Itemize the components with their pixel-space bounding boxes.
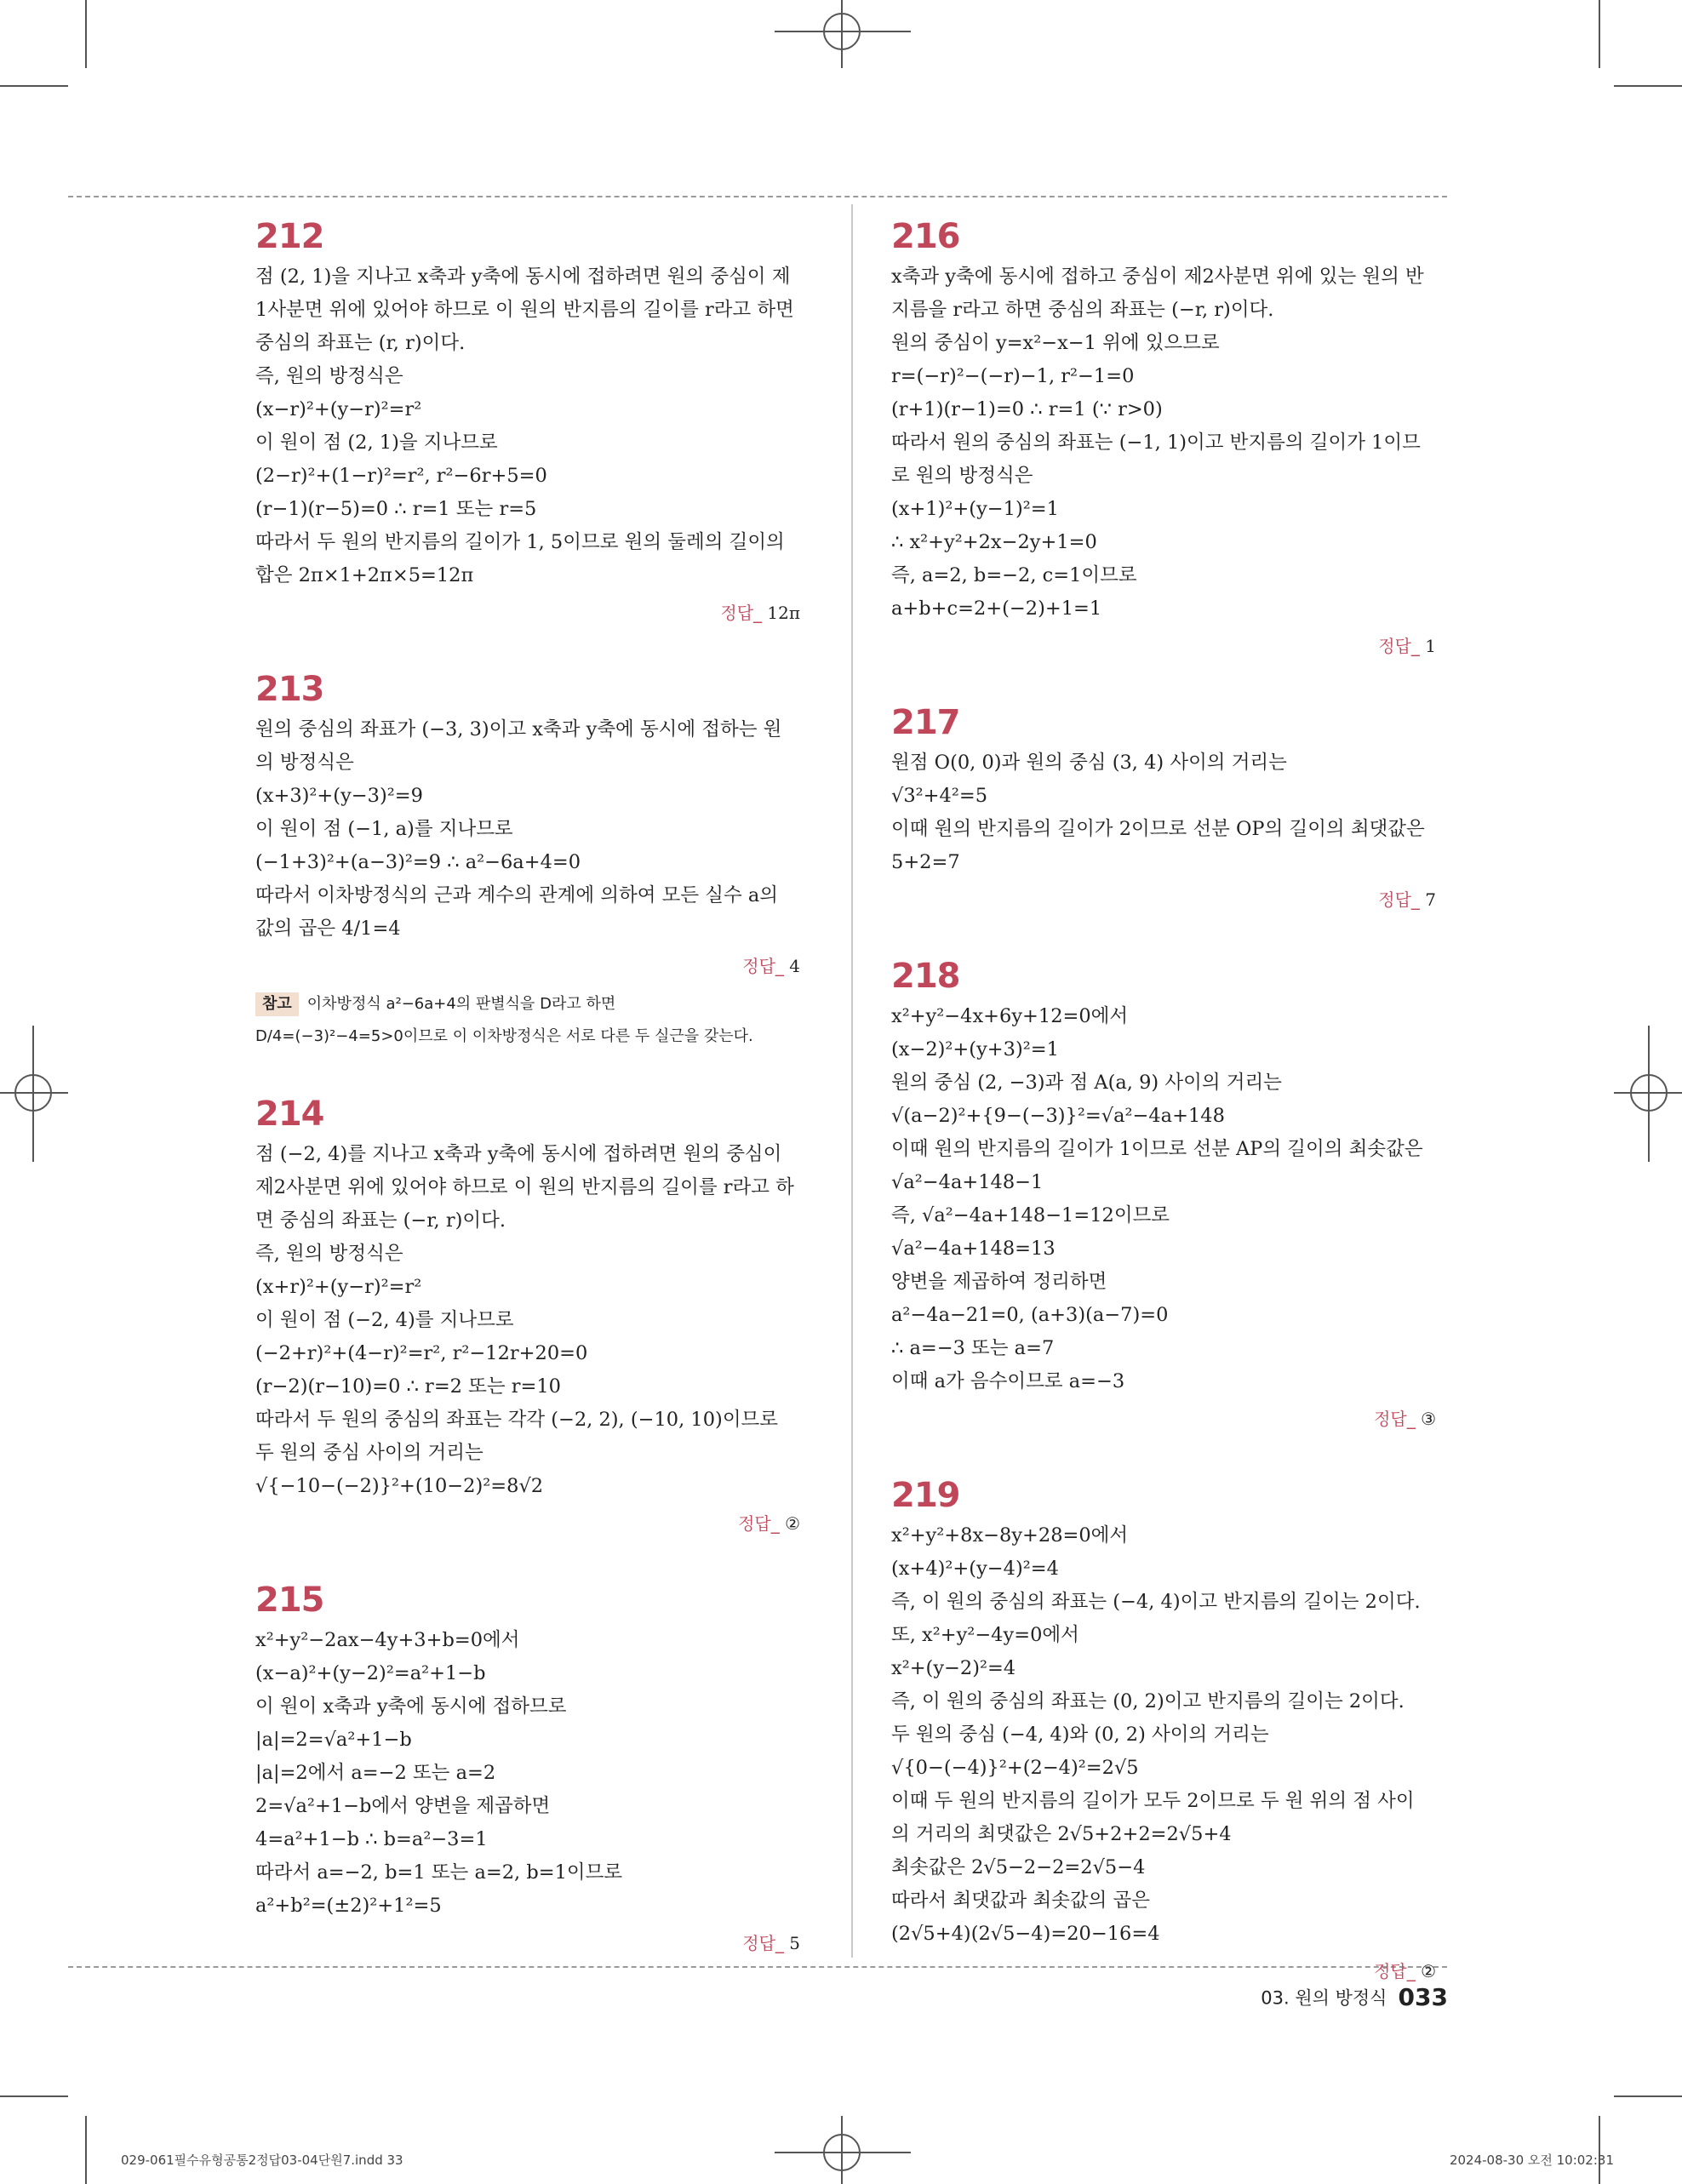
slug-timestamp: 2024-08-30 오전 10:02:31 (1449, 2153, 1614, 2168)
solution-line: (x+4)²+(y−4)²=4 (891, 1558, 1059, 1580)
solution-line: 값의 곱은 4/1=4 (255, 918, 401, 940)
solution-line: a+b+c=2+(−2)+1=1 (891, 597, 1102, 620)
solution-line: (r+1)(r−1)=0 ∴ r=1 (∵ r>0) (891, 398, 1163, 420)
problem-block (891, 1472, 1436, 1987)
problem-block (255, 1090, 800, 1539)
left-column (255, 213, 800, 1996)
answer-line (891, 1956, 1436, 1987)
solution-line: 2=√a²+1−b에서 양변을 제곱하면 (255, 1795, 551, 1817)
solution-line: 1사분면 위에 있어야 하므로 이 원의 반지름의 길이를 r라고 하면 (255, 299, 794, 321)
crop-mark (0, 2095, 68, 2097)
registration-mark (823, 13, 861, 50)
solution-line: x축과 y축에 동시에 접하고 중심이 제2사분면 위에 있는 원의 반 (891, 266, 1424, 288)
problem-number: 216 (891, 217, 960, 256)
solution-line: 점 (2, 1)을 지나고 x축과 y축에 동시에 접하려면 원의 중심이 제 (255, 266, 791, 288)
solution-line: r=(−r)²−(−r)−1, r²−1=0 (891, 365, 1135, 387)
solution-line: 즉, a=2, b=−2, c=1이므로 (891, 564, 1137, 586)
page-footer (1261, 1983, 1448, 2011)
solution-line: √a²−4a+148=13 (891, 1238, 1056, 1260)
solution-line: (r−2)(r−10)=0 ∴ r=2 또는 r=10 (255, 1375, 561, 1398)
solution-line: ∴ x²+y²+2x−2y+1=0 (891, 531, 1097, 553)
solution-line: 의 거리의 최댓값은 2√5+2+2=2√5+4 (891, 1823, 1232, 1845)
solution-line: 즉, 원의 방정식은 (255, 1243, 403, 1265)
solution-line: 제2사분면 위에 있어야 하므로 이 원의 반지름의 길이를 r라고 하 (255, 1176, 794, 1198)
solution-line: 이 원이 x축과 y축에 동시에 접하므로 (255, 1695, 567, 1718)
note-box (255, 988, 800, 1053)
solution-line: 원의 중심 (2, −3)과 점 A(a, 9) 사이의 거리는 (891, 1072, 1282, 1094)
note-tag: 참고 (255, 992, 299, 1016)
solution-line: 따라서 a=−2, b=1 또는 a=2, b=1이므로 (255, 1861, 623, 1884)
page-number: 033 (1398, 1983, 1448, 2011)
solution-line: √{−10−(−2)}²+(10−2)²=8√2 (255, 1475, 544, 1497)
solution-line: 즉, 원의 방정식은 (255, 365, 403, 387)
answer-label: 정답_ (742, 956, 784, 976)
crop-mark (1614, 85, 1682, 87)
solution-line: 따라서 이차방정식의 근과 계수의 관계에 의하여 모든 실수 a의 (255, 884, 779, 906)
registration-mark (823, 2134, 861, 2171)
problem-number: 219 (891, 1476, 960, 1515)
problem-number: 212 (255, 217, 324, 256)
answer-label: 정답_ (742, 1933, 784, 1953)
answer-line (891, 884, 1436, 915)
answer-line (255, 951, 800, 981)
note-line (255, 988, 800, 1021)
solution-line: 또, x²+y²−4y=0에서 (891, 1624, 1079, 1646)
problem-number: 213 (255, 670, 324, 709)
answer-value: 7 (1425, 889, 1436, 910)
answer-value: 4 (789, 956, 800, 976)
top-dashed-rule (68, 196, 1447, 197)
registration-mark (14, 1074, 52, 1112)
solution-line: √a²−4a+148−1 (891, 1171, 1044, 1193)
note-line (255, 1021, 800, 1053)
solution-line: 따라서 원의 중심의 좌표는 (−1, 1)이고 반지름의 길이가 1이므 (891, 432, 1421, 454)
solution-line: 의 방정식은 (255, 752, 354, 774)
problem-block (891, 213, 1436, 661)
solution-line: (2−r)²+(1−r)²=r², r²−6r+5=0 (255, 465, 547, 487)
solution-line: x²+y²−2ax−4y+3+b=0에서 (255, 1629, 520, 1651)
answer-value: ② (1421, 1961, 1436, 1981)
solution-line: (x−a)²+(y−2)²=a²+1−b (255, 1662, 486, 1684)
solution-line: ∴ a=−3 또는 a=7 (891, 1337, 1055, 1359)
right-column (891, 213, 1436, 2024)
solution-line: 따라서 최댓값과 최솟값의 곱은 (891, 1890, 1151, 1912)
answer-line (255, 1928, 800, 1958)
answer-line (891, 1404, 1436, 1434)
solution-line: 양변을 제곱하여 정리하면 (891, 1271, 1107, 1293)
solution-line: 로 원의 방정식은 (891, 465, 1033, 487)
answer-value: 1 (1425, 636, 1436, 656)
answer-label: 정답_ (1374, 1409, 1416, 1429)
solution-line: 원의 중심의 좌표가 (−3, 3)이고 x축과 y축에 동시에 접하는 원 (255, 718, 782, 740)
solution-line: 중심의 좌표는 (r, r)이다. (255, 332, 466, 354)
crop-mark (85, 2116, 87, 2184)
crop-mark (1614, 2095, 1682, 2097)
solution-line: |a|=2에서 a=−2 또는 a=2 (255, 1762, 496, 1784)
solution-line: 원의 중심이 y=x²−x−1 위에 있으므로 (891, 332, 1220, 354)
problem-number: 217 (891, 703, 960, 742)
answer-label: 정답_ (1378, 636, 1420, 656)
crop-mark (85, 0, 87, 68)
registration-mark (1630, 1074, 1668, 1112)
solution-line: 원점 O(0, 0)과 원의 중심 (3, 4) 사이의 거리는 (891, 752, 1287, 774)
problem-block (891, 699, 1436, 915)
solution-line: 4=a²+1−b ∴ b=a²−3=1 (255, 1828, 488, 1850)
solution-line: 지름을 r라고 하면 중심의 좌표는 (−r, r)이다. (891, 299, 1274, 321)
crop-mark (1599, 2116, 1600, 2184)
solution-line: a²+b²=(±2)²+1²=5 (255, 1895, 442, 1917)
problem-number: 215 (255, 1581, 324, 1620)
solution-line: 따라서 두 원의 중심의 좌표는 각각 (−2, 2), (−10, 10)이므로 (255, 1409, 779, 1431)
solution-line: √3²+4²=5 (891, 785, 988, 807)
solution-line: x²+y²+8x−8y+28=0에서 (891, 1524, 1129, 1547)
problem-block (255, 213, 800, 628)
note-text: 이차방정식 a²−6a+4의 판별식을 D라고 하면 (306, 995, 616, 1013)
solution-line: (x+3)²+(y−3)²=9 (255, 785, 423, 807)
solution-line: 즉, 이 원의 중심의 좌표는 (−4, 4)이고 반지름의 길이는 2이다. (891, 1591, 1421, 1613)
problem-block (255, 666, 800, 1053)
solution-line: x²+(y−2)²=4 (891, 1657, 1016, 1679)
solution-line: 이때 원의 반지름의 길이가 2이므로 선분 OP의 길이의 최댓값은 (891, 818, 1425, 840)
solution-line: (x+r)²+(y−r)²=r² (255, 1276, 422, 1298)
answer-label: 정답_ (1374, 1961, 1416, 1981)
column-divider (851, 204, 853, 1958)
answer-label: 정답_ (738, 1513, 780, 1534)
section-title: 03. 원의 방정식 (1261, 1987, 1387, 2009)
solution-line: √{0−(−4)}²+(2−4)²=2√5 (891, 1757, 1139, 1779)
solution-line: 이 원이 점 (−2, 4)를 지나므로 (255, 1309, 514, 1331)
answer-value: ② (785, 1513, 800, 1534)
problem-number: 214 (255, 1095, 324, 1134)
answer-value: ③ (1421, 1409, 1436, 1429)
solution-line: 면 중심의 좌표는 (−r, r)이다. (255, 1209, 506, 1232)
solution-line: 합은 2π×1+2π×5=12π (255, 564, 474, 586)
solution-line: (−1+3)²+(a−3)²=9 ∴ a²−6a+4=0 (255, 851, 581, 873)
solution-line: a²−4a−21=0, (a+3)(a−7)=0 (891, 1304, 1169, 1326)
solution-line: 즉, √a²−4a+148−1=12이므로 (891, 1204, 1170, 1226)
solution-line: |a|=2=√a²+1−b (255, 1729, 412, 1751)
answer-label: 정답_ (720, 603, 763, 623)
solution-line: (−2+r)²+(4−r)²=r², r²−12r+20=0 (255, 1342, 588, 1364)
answer-line (255, 1508, 800, 1539)
problem-block (255, 1576, 800, 1958)
solution-line: (x−r)²+(y−r)²=r² (255, 398, 422, 420)
answer-value: 5 (789, 1933, 800, 1953)
solution-line: (x+1)²+(y−1)²=1 (891, 498, 1059, 520)
solution-line: 즉, 이 원의 중심의 좌표는 (0, 2)이고 반지름의 길이는 2이다. (891, 1690, 1405, 1712)
solution-line: 두 원의 중심 사이의 거리는 (255, 1442, 483, 1464)
solution-line: x²+y²−4x+6y+12=0에서 (891, 1005, 1129, 1027)
solution-line: (x−2)²+(y+3)²=1 (891, 1038, 1059, 1061)
solution-line: (r−1)(r−5)=0 ∴ r=1 또는 r=5 (255, 498, 537, 520)
solution-line: 이때 두 원의 반지름의 길이가 모두 2이므로 두 원 위의 점 사이 (891, 1790, 1415, 1812)
solution-line: 이때 원의 반지름의 길이가 1이므로 선분 AP의 길이의 최솟값은 (891, 1138, 1423, 1160)
answer-line (891, 631, 1436, 661)
solution-line: 5+2=7 (891, 851, 960, 873)
answer-line (255, 597, 800, 628)
problem-block (891, 952, 1436, 1434)
crop-mark (1599, 0, 1600, 68)
answer-value: 12π (767, 603, 800, 623)
solution-line: 두 원의 중심 (−4, 4)와 (0, 2) 사이의 거리는 (891, 1724, 1269, 1746)
problem-number: 218 (891, 957, 960, 996)
solution-line: 이 원이 점 (2, 1)을 지나므로 (255, 432, 498, 454)
crop-mark (0, 85, 68, 87)
solution-line: 이때 a가 음수이므로 a=−3 (891, 1370, 1125, 1392)
solution-line: 따라서 두 원의 반지름의 길이가 1, 5이므로 원의 둘레의 길이의 (255, 531, 785, 553)
note-text: D/4=(−3)²−4=5>0이므로 이 이차방정식은 서로 다른 두 실근을 갖는다. (255, 1027, 753, 1045)
solution-line: 이 원이 점 (−1, a)를 지나므로 (255, 818, 513, 840)
answer-label: 정답_ (1378, 889, 1420, 910)
solution-line: (2√5+4)(2√5−4)=20−16=4 (891, 1923, 1160, 1945)
solution-line: √(a−2)²+{9−(−3)}²=√a²−4a+148 (891, 1105, 1225, 1127)
solution-line: 최솟값은 2√5−2−2=2√5−4 (891, 1856, 1146, 1878)
solution-line: 점 (−2, 4)를 지나고 x축과 y축에 동시에 접하려면 원의 중심이 (255, 1143, 782, 1165)
slug-file: 029-061필수유형공통2정답03-04단원7.indd 33 (121, 2153, 403, 2168)
